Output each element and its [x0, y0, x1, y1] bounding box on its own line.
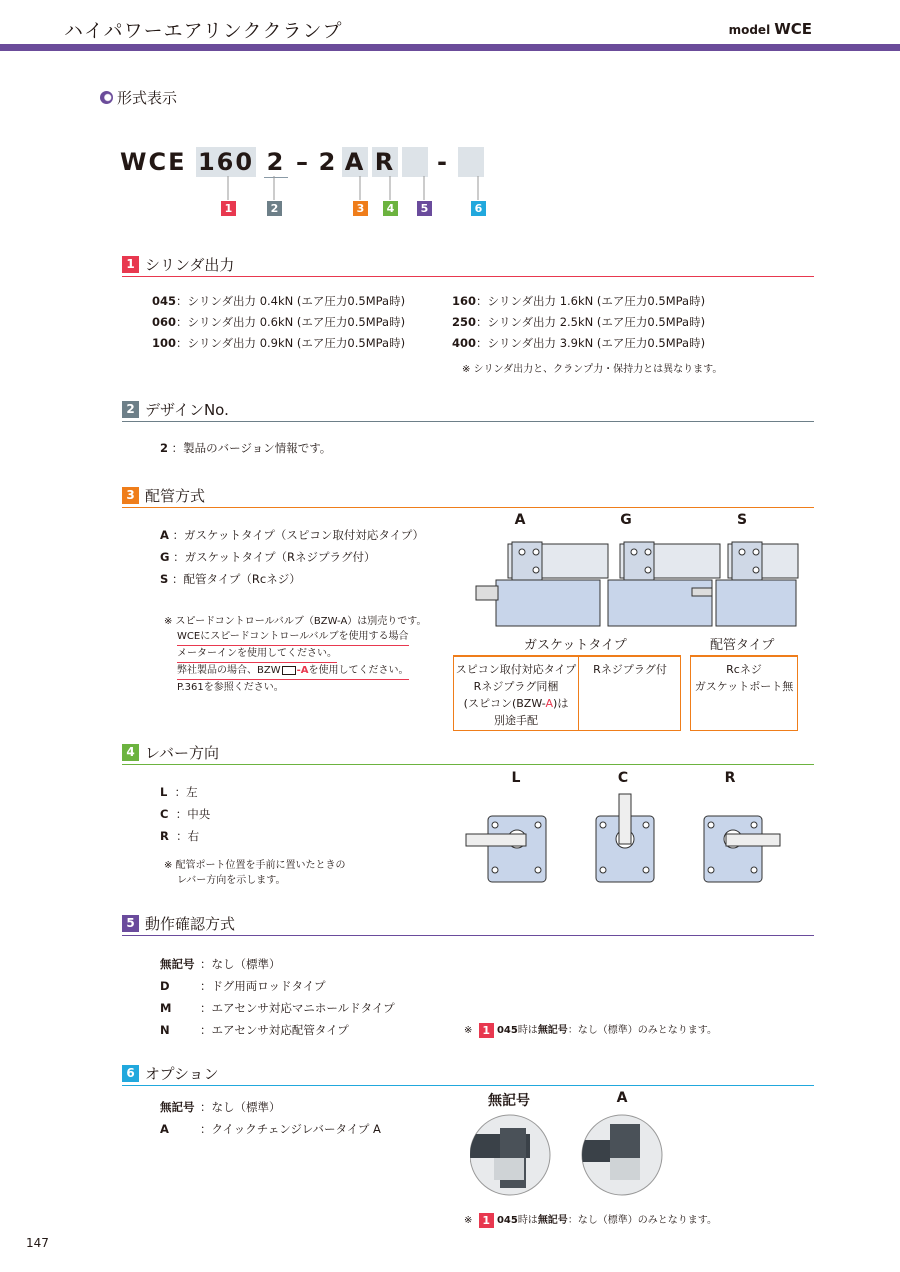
- lever-label-l: L: [511, 770, 521, 786]
- cell-a: スピコン取付対応タイプ Rネジプラグ同梱 (スピコン(BZW-A)は 別途手配: [455, 663, 577, 727]
- code-connectors: [0, 176, 900, 206]
- header-title: ハイパワーエアリンククランプ: [64, 20, 343, 42]
- cell-s-line2: ガスケットポート無: [694, 680, 794, 693]
- header-model: [729, 20, 812, 38]
- lever-diagrams: [460, 792, 790, 888]
- list-item: 060：シリンダ出力 0.6kN (エア圧力0.5MPa時): [152, 315, 406, 329]
- list-item: N ：エアセンサ対応配管タイプ: [160, 1023, 349, 1037]
- list-item: 無記号 ：なし（標準）: [160, 1100, 281, 1114]
- lever-label-r: R: [724, 770, 736, 786]
- page-title: [100, 87, 177, 108]
- model-name: WCE: [774, 20, 812, 38]
- cell-g: Rネジプラグ付: [593, 663, 667, 676]
- code-design: 2: [264, 147, 288, 178]
- marker-6: 6: [471, 201, 486, 216]
- model-code: [120, 147, 484, 177]
- list-item: R ：右: [160, 829, 200, 843]
- section-4-header: [122, 741, 814, 765]
- list-item: 100：シリンダ出力 0.9kN (エア圧力0.5MPa時): [152, 336, 406, 350]
- section-1-num: 1: [122, 256, 139, 273]
- code-size: 160: [197, 148, 255, 176]
- code-dash2: -: [437, 148, 449, 176]
- diagram-label-a: A: [514, 512, 526, 528]
- list-item: A ：クイックチェンジレバータイプ A: [160, 1122, 381, 1136]
- list-item: 045：シリンダ出力 0.4kN (エア圧力0.5MPa時): [152, 294, 406, 308]
- section-6-title: オプション: [145, 1065, 219, 1083]
- diagram-label-s: S: [736, 512, 748, 528]
- section-4-list: [160, 781, 210, 847]
- section-4-num: 4: [122, 744, 139, 761]
- list-item: M ：エアセンサ対応マニホールドタイプ: [160, 1001, 395, 1015]
- list-item: 250：シリンダ出力 2.5kN (エア圧力0.5MPa時): [452, 315, 706, 329]
- list-item: D ：ドグ用両ロッドタイプ: [160, 979, 326, 993]
- group-piping-label: 配管タイプ: [710, 638, 775, 653]
- section-1-left-list: [152, 291, 405, 354]
- section-1-title: シリンダ出力: [145, 256, 235, 274]
- section-5-note: ※ 1 045 時は 無記号 ：なし（標準）のみとなります。: [464, 1024, 718, 1037]
- section-3-list: [160, 524, 424, 590]
- option-label-a: A: [616, 1090, 628, 1106]
- section-5-list: [160, 953, 395, 1041]
- option-label-none: 無記号: [488, 1093, 530, 1109]
- section-2-item: 2 ：製品のバージョン情報です。: [160, 441, 332, 455]
- code-lever: R: [372, 147, 398, 177]
- section-2-header: [122, 398, 814, 422]
- section-5-title: 動作確認方式: [145, 915, 236, 933]
- section-6-num: 6: [122, 1065, 139, 1082]
- list-item: A ：ガスケットタイプ（スピコン取付対応タイプ）: [160, 528, 424, 542]
- list-item: C ：中央: [160, 807, 211, 821]
- code-confirm: [402, 147, 428, 177]
- marker-2: 2: [267, 201, 282, 216]
- piping-diagrams: [460, 536, 810, 628]
- code-option: [458, 147, 484, 177]
- group-gasket-label: ガスケットタイプ: [524, 638, 627, 653]
- section-3-num: 3: [122, 487, 139, 504]
- lever-label-c: C: [617, 770, 629, 786]
- circle-bullet-icon: [100, 91, 113, 104]
- section-1-header: [122, 253, 814, 277]
- section-4-note: ※ 配管ポート位置を手前に置いたときの レバー方向を示します。: [164, 860, 346, 886]
- section-3-note: ※ スピードコントロールバルブ（BZW-A）は別売りです。 WCEにスピードコントロールバルブを使用する場合 メーターインを使用してください。 弊社製品の場合、BZW -Aを使用してください。 P.361を参照ください。: [164, 616, 427, 693]
- section-6-header: [122, 1062, 814, 1086]
- marker-1: 1: [221, 201, 236, 216]
- header-bar: [0, 44, 900, 51]
- section-1-right-list: [452, 291, 705, 354]
- list-item: 無記号 ：なし（標準）: [160, 957, 281, 971]
- diagram-label-g: G: [620, 512, 632, 528]
- section-5-num: 5: [122, 915, 139, 932]
- list-item: L ：左: [160, 785, 198, 799]
- section-5-header: [122, 912, 814, 936]
- piping-table: [690, 655, 798, 731]
- section-4-title: レバー方向: [145, 744, 219, 762]
- marker-5: 5: [417, 201, 432, 216]
- code-prefix: WCE: [120, 148, 187, 176]
- marker-4: 4: [383, 201, 398, 216]
- section-1-note: ※ シリンダ出力と、クランプ力・保持力とは異なります。: [462, 364, 723, 375]
- list-item: S ：配管タイプ（Rcネジ）: [160, 572, 301, 586]
- section-2-title: デザインNo.: [145, 401, 229, 419]
- list-item: G ：ガスケットタイプ（Rネジプラグ付）: [160, 550, 376, 564]
- section-3-title: 配管方式: [145, 487, 206, 505]
- option-photos: [470, 1114, 670, 1196]
- gasket-table: [453, 655, 681, 731]
- section-2-num: 2: [122, 401, 139, 418]
- code-dash: –: [296, 148, 310, 176]
- marker-3: 3: [353, 201, 368, 216]
- page-title-text: 形式表示: [117, 89, 178, 107]
- section-6-note: ※ 1 045 時は 無記号 ：なし（標準）のみとなります。: [464, 1214, 718, 1227]
- page-number: 147: [26, 1236, 49, 1250]
- cell-s-line1: Rcネジ: [726, 663, 762, 676]
- section-6-list: [160, 1096, 381, 1140]
- code-piping: A: [342, 147, 368, 177]
- list-item: 160：シリンダ出力 1.6kN (エア圧力0.5MPa時): [452, 294, 706, 308]
- list-item: 400：シリンダ出力 3.9kN (エア圧力0.5MPa時): [452, 336, 706, 350]
- code-design2: 2: [318, 148, 338, 176]
- model-prefix: model: [728, 23, 771, 37]
- section-3-header: [122, 484, 814, 508]
